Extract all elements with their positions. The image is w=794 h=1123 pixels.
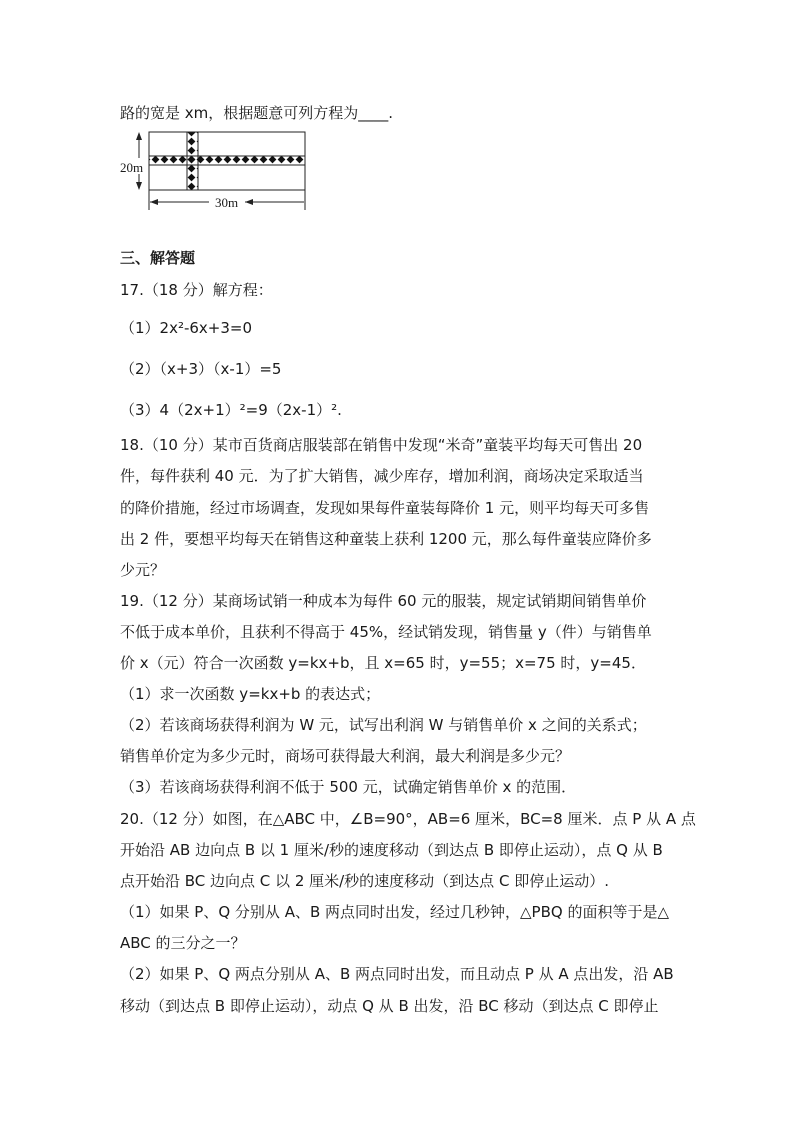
height-label: 20m	[120, 160, 144, 175]
q19-part3: （3）若该商场获得利润不低于 500 元，试确定销售单价 x 的范围．	[120, 778, 577, 796]
q18-line4: 出 2 件，要想平均每天在销售这种童装上获利 1200 元，那么每件童装应降价多	[120, 530, 652, 548]
q20-line1: 20.（12 分）如图，在△ABC 中，∠B=90°，AB=6 厘米，BC=8 厘米．点 P 从 A 点	[120, 810, 696, 828]
q20-line2: 开始沿 AB 边向点 B 以 1 厘米/秒的速度移动（到达点 B 即停止运动），点 Q 从 B	[120, 841, 663, 859]
q17-title: 17.（18 分）解方程：	[120, 281, 273, 299]
q19-line2: 不低于成本单价，且获利不得高于 45%，经试销发现，销售量 y（件）与销售单	[120, 623, 652, 641]
q19-part2-line2: 销售单价定为多少元时，商场可获得最大利润，最大利润是多少元？	[120, 747, 571, 765]
q20-part2-line1: （2）如果 P、Q 两点分别从 A、B 两点同时出发，而且动点 P 从 A 点出发，沿 AB	[120, 965, 674, 983]
q19-part2-line1: （2）若该商场获得利润为 W 元，试写出利润 W 与销售单价 x 之间的关系式；	[120, 716, 647, 734]
q19-line3: 价 x（元）符合一次函数 y=kx+b，且 x=65 时，y=55；x=75 时，y=45．	[120, 654, 646, 672]
q19-line1: 19.（12 分）某商场试销一种成本为每件 60 元的服装，规定试销期间销售单价	[120, 592, 647, 610]
q18-line5: 少元？	[120, 561, 166, 579]
q17-part1: （1）2x²-6x+3=0	[120, 319, 253, 337]
width-label: 30m	[215, 195, 239, 210]
q17-part2: （2）（x+3）（x-1）=5	[120, 360, 282, 378]
q18-line1: 18.（10 分）某市百货商店服装部在销售中发现“米奇”童装平均每天可售出 20	[120, 436, 643, 454]
q20-part1-line2: ABC 的三分之一？	[120, 934, 246, 952]
q20-part2-line2: 移动（到达点 B 即停止运动），动点 Q 从 B 出发，沿 BC 移动（到达点 C 即停止	[120, 997, 659, 1015]
horizontal-road	[149, 156, 305, 165]
road-figure	[115, 128, 315, 214]
prev-question-tail: 路的宽是 xm，根据题意可列方程为____.	[120, 104, 394, 122]
q20-part1-line1: （1）如果 P、Q 分别从 A、B 两点同时出发，经过几秒钟，△PBQ 的面积等于是△	[120, 903, 670, 921]
q20-line3: 点开始沿 BC 边向点 C 以 2 厘米/秒的速度移动（到达点 C 即停止运动）.	[120, 872, 609, 890]
q18-line3: 的降价措施，经过市场调查，发现如果每件童装每降价 1 元，则平均每天可多售	[120, 499, 650, 517]
section-heading: 三、解答题	[120, 249, 196, 267]
q19-part1: （1）求一次函数 y=kx+b 的表达式；	[120, 685, 381, 703]
q18-line2: 件，每件获利 40 元．为了扩大销售，减少库存，增加利润，商场决定采取适当	[120, 467, 644, 485]
q17-part3: （3）4（2x+1）²=9（2x-1）².	[120, 401, 342, 419]
